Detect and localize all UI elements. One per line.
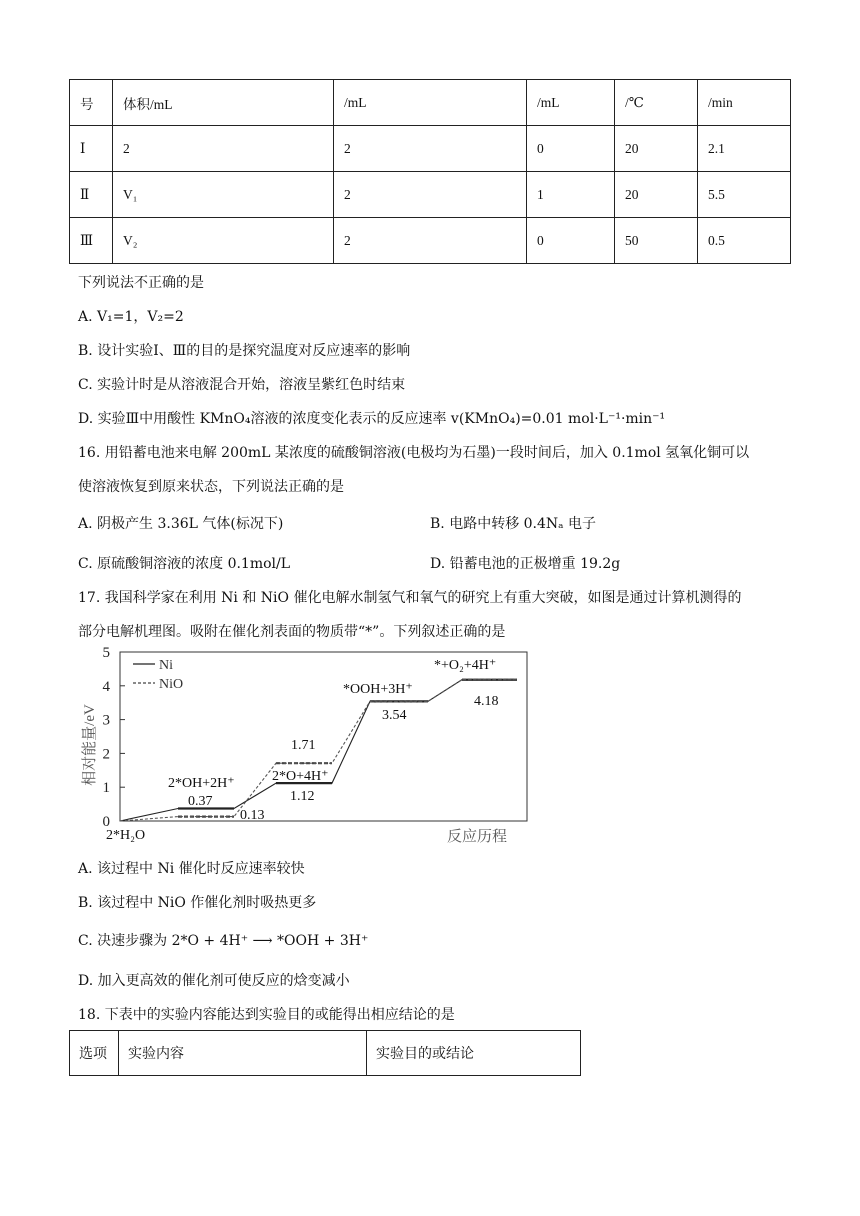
q16-stem-line1: 16. 用铅蓄电池来电解 200mL 某浓度的硫酸铜溶液(电极均为石墨)一段时间后，加入 0.1mol 氢氧化铜可以 bbox=[78, 445, 750, 461]
table-header-cell: 实验目的或结论 bbox=[367, 1031, 581, 1076]
value-label: 4.18 bbox=[474, 694, 499, 709]
y-tick-label: 2 bbox=[102, 746, 110, 763]
table-cell: Ⅰ bbox=[70, 126, 113, 172]
q15-stem: 下列说法不正确的是 bbox=[78, 275, 204, 291]
y-tick-label: 5 bbox=[102, 645, 110, 661]
series-layer bbox=[120, 680, 517, 821]
table-cell: V₁ bbox=[113, 172, 334, 218]
table-cell: 50 bbox=[615, 218, 698, 264]
y-tick-label: 4 bbox=[102, 678, 110, 695]
energy-profile-chart bbox=[70, 645, 540, 850]
q15-option-b: B. 设计实验Ⅰ、Ⅲ的目的是探究温度对反应速率的影响 bbox=[78, 343, 411, 359]
q16-option-b: B. 电路中转移 0.4Nₐ 电子 bbox=[430, 516, 597, 532]
table-header-cell: /min bbox=[698, 80, 791, 126]
ni-series-line bbox=[120, 680, 517, 821]
legend-nio-label: NiO bbox=[159, 677, 184, 692]
y-tick-label: 3 bbox=[102, 712, 110, 729]
table-header-cell: /mL bbox=[334, 80, 527, 126]
table-header-cell: 选项 bbox=[70, 1031, 119, 1076]
state-label-4: *OOH+3H⁺ bbox=[343, 682, 413, 697]
value-label: 1.71 bbox=[291, 738, 316, 753]
table-header-row bbox=[70, 1031, 581, 1076]
table-cell: 1 bbox=[527, 172, 615, 218]
table-cell: 0 bbox=[527, 126, 615, 172]
q17-option-d: D. 加入更高效的催化剂可使反应的焓变减小 bbox=[78, 973, 350, 989]
table-cell: 2 bbox=[334, 126, 527, 172]
y-tick-label: 1 bbox=[102, 780, 110, 797]
y-axis-label: 相对能量/eV bbox=[82, 704, 98, 786]
table-header-cell: /mL bbox=[527, 80, 615, 126]
table-cell: 2 bbox=[113, 126, 334, 172]
nio-series-line bbox=[120, 680, 517, 821]
q16-stem-line2: 使溶液恢复到原来状态，下列说法正确的是 bbox=[78, 479, 344, 495]
table-cell: 20 bbox=[615, 126, 698, 172]
q17-option-b: B. 该过程中 NiO 作催化剂时吸热更多 bbox=[78, 895, 317, 911]
q16-option-d: D. 铅蓄电池的正极增重 19.2g bbox=[430, 556, 621, 572]
table-header-cell: 号 bbox=[70, 80, 113, 126]
q17-option-a: A. 该过程中 Ni 催化时反应速率较快 bbox=[78, 861, 305, 877]
value-label: 0.37 bbox=[188, 794, 213, 809]
state-label-2: 2*OH+2H⁺ bbox=[168, 776, 235, 791]
value-label: 1.12 bbox=[290, 789, 315, 804]
table-cell: 5.5 bbox=[698, 172, 791, 218]
table-cell: 2 bbox=[334, 172, 527, 218]
table-header-cell: 实验内容 bbox=[119, 1031, 367, 1076]
q17-stem-line1: 17. 我国科学家在利用 Ni 和 NiO 催化电解水制氢气和氧气的研究上有重大突破，如图是通过计算机测得的 bbox=[78, 590, 742, 606]
table-header-cell: 体积/mL bbox=[113, 80, 334, 126]
table-cell: 2 bbox=[334, 218, 527, 264]
table-row bbox=[70, 218, 791, 264]
q16-option-c: C. 原硫酸铜溶液的浓度 0.1mol/L bbox=[78, 556, 291, 572]
table-cell: 2.1 bbox=[698, 126, 791, 172]
experiment-table bbox=[69, 79, 791, 264]
table-row bbox=[70, 126, 791, 172]
table-cell: Ⅱ bbox=[70, 172, 113, 218]
x-axis-label: 反应历程 bbox=[446, 829, 508, 845]
table-cell: 0.5 bbox=[698, 218, 791, 264]
table-cell: 20 bbox=[615, 172, 698, 218]
y-axis-ticks bbox=[103, 645, 126, 830]
q15-option-c: C. 实验计时是从溶液混合开始，溶液呈紫红色时结束 bbox=[78, 377, 406, 393]
state-label-3: 2*O+4H⁺ bbox=[272, 769, 329, 784]
table-cell: 0 bbox=[527, 218, 615, 264]
q18-stem: 18. 下表中的实验内容能达到实验目的或能得出相应结论的是 bbox=[78, 1007, 455, 1023]
legend-ni-label: Ni bbox=[159, 658, 173, 673]
q16-option-a: A. 阴极产生 3.36L 气体(标况下) bbox=[78, 516, 284, 532]
value-label: 3.54 bbox=[382, 708, 407, 723]
q17-option-c: C. 决速步骤为 2*O + 4H⁺ ⟶ *OOH + 3H⁺ bbox=[78, 933, 369, 949]
value-label: 0.13 bbox=[240, 808, 265, 823]
table-header-cell: /℃ bbox=[615, 80, 698, 126]
state-label-1: 2*H₂O bbox=[106, 828, 146, 843]
q15-option-d: D. 实验Ⅲ中用酸性 KMnO₄溶液的浓度变化表示的反应速率 v(KMnO₄)=0.01 mol·L⁻¹·min⁻¹ bbox=[78, 411, 666, 427]
table-row bbox=[70, 172, 791, 218]
y-tick-label: 0 bbox=[102, 814, 110, 830]
q17-stem-line2: 部分电解机理图。吸附在催化剂表面的物质带“*”。下列叙述正确的是 bbox=[78, 624, 506, 640]
q18-table bbox=[69, 1030, 581, 1076]
table-cell: Ⅲ bbox=[70, 218, 113, 264]
table-cell: V₂ bbox=[113, 218, 334, 264]
q15-option-a: A. V₁=1，V₂=2 bbox=[78, 309, 184, 325]
table-header-row bbox=[70, 80, 791, 126]
state-label-5: *+O₂+4H⁺ bbox=[434, 658, 497, 673]
